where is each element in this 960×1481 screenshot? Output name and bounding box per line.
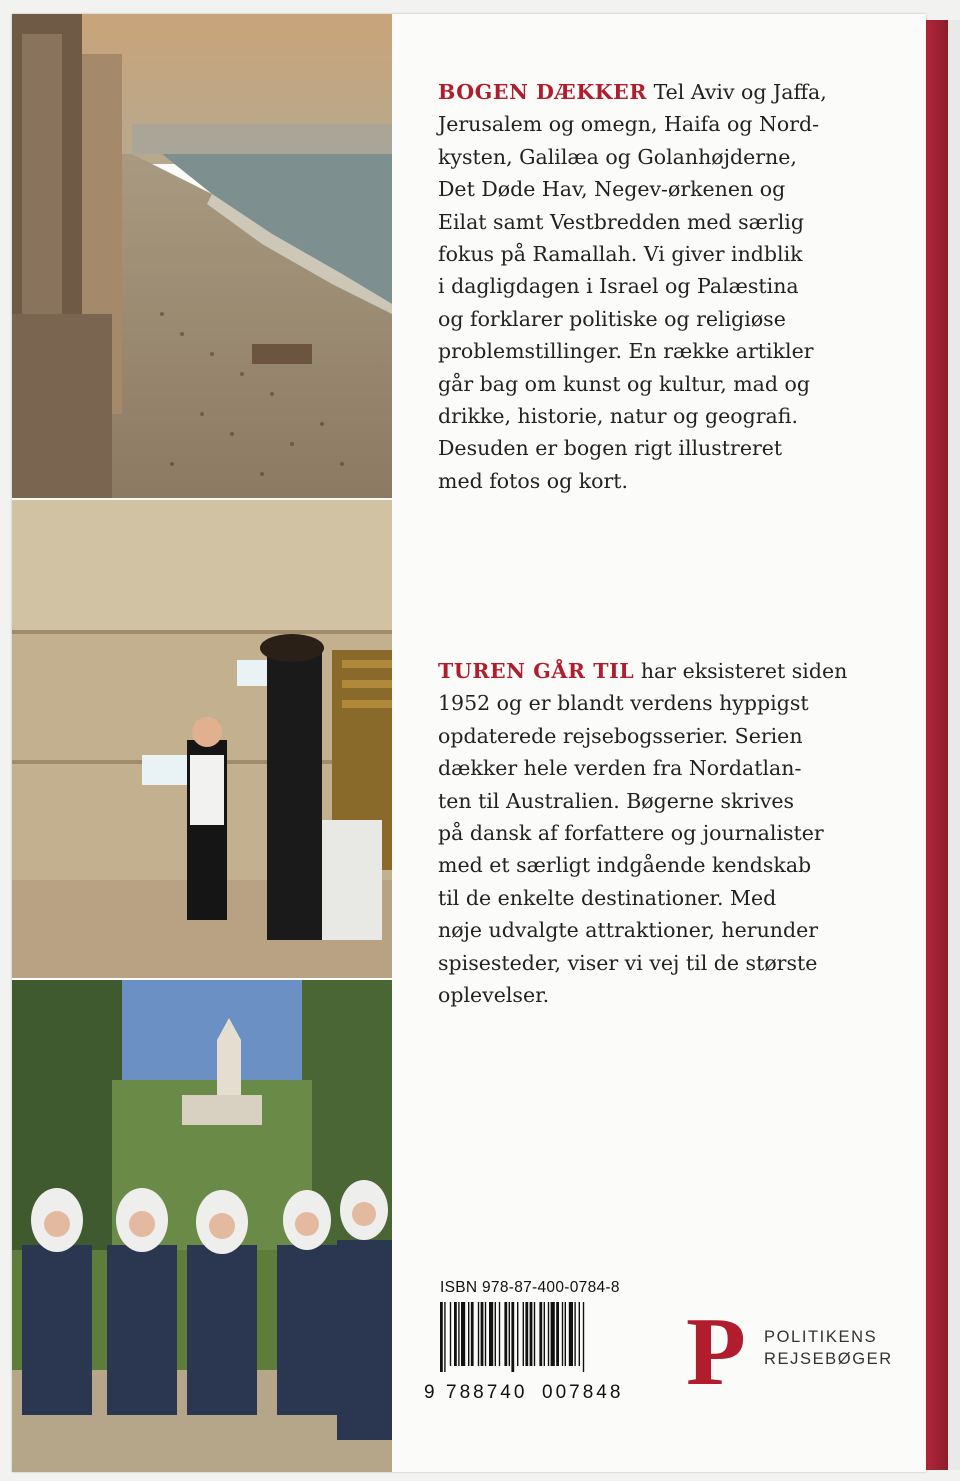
barcode-bar: [539, 1302, 542, 1366]
barcode-bar: [509, 1302, 510, 1366]
barcode-digit-first: 9: [424, 1382, 435, 1403]
barcode-bar: [530, 1302, 533, 1366]
barcode-bar: [471, 1302, 474, 1366]
publisher-logo-icon: P: [686, 1298, 746, 1406]
barcode-bar: [583, 1302, 584, 1372]
photo-tel-aviv-beach: [12, 14, 392, 498]
barcode-bar: [534, 1302, 535, 1366]
barcode-bar: [485, 1302, 486, 1366]
barcode-bar: [478, 1302, 479, 1366]
barcode-digits-right: 007848: [542, 1382, 624, 1403]
text-line: dækker hele verden fra Nordatlan-: [438, 756, 802, 781]
barcode-bar: [440, 1302, 443, 1372]
barcode-bar: [523, 1302, 524, 1366]
text-line: går bag om kunst og kultur, mad og: [438, 371, 810, 396]
barcode-bar: [461, 1302, 465, 1366]
text-line: 1952 og er blandt verdens hyppigst: [438, 691, 809, 716]
barcode-bar: [499, 1302, 500, 1366]
book-spine-edge: [926, 20, 948, 1470]
barcode-digits: [424, 1382, 644, 1408]
barcode-bar: [495, 1302, 496, 1366]
text-line: Jerusalem og omegn, Haifa og Nord-: [438, 112, 820, 137]
text-line: drikke, historie, natur og geografi.: [438, 404, 798, 429]
barcode-bar: [481, 1302, 484, 1366]
text-line: Tel Aviv og Jaffa,: [647, 80, 827, 104]
text-line: i dagligdagen i Israel og Palæstina: [438, 274, 799, 299]
text-line: nøje udvalgte attraktioner, herunder: [438, 918, 819, 943]
barcode-bar: [511, 1302, 514, 1372]
barcode-bar: [551, 1302, 555, 1366]
text-line: på dansk af forfattere og journalister: [438, 821, 824, 846]
barcode-bar: [548, 1302, 549, 1366]
publisher-name: [764, 1326, 893, 1370]
text-line: Eilat samt Vestbredden med særlig: [438, 209, 804, 234]
barcode-bar: [565, 1302, 566, 1366]
barcode-bar: [525, 1302, 528, 1366]
barcode-bar: [579, 1302, 580, 1366]
barcode-bar: [454, 1302, 457, 1366]
barcode-bar: [450, 1302, 451, 1366]
description-paragraph: [438, 76, 900, 497]
lead-heading: TUREN GÅR TIL: [438, 659, 635, 683]
text-line: oplevelser.: [438, 983, 550, 1008]
text-line: opdaterede rejsebogsserier. Serien: [438, 723, 803, 748]
barcode-bar: [504, 1302, 507, 1366]
text-line: med et særligt indgående kendskab: [438, 853, 812, 878]
barcode-digits-left: 788740: [446, 1382, 528, 1403]
text-line: problemstillinger. En række artikler: [438, 339, 814, 364]
photo-girls-and-church: [12, 980, 392, 1472]
background: [948, 20, 960, 1470]
publisher-name-line: POLITIKENS: [764, 1328, 878, 1346]
barcode-bar: [444, 1302, 445, 1372]
barcode-bar: [517, 1302, 518, 1366]
isbn-label: ISBN 978-87-400-0784-8: [440, 1279, 620, 1296]
barcode-bar: [458, 1302, 459, 1366]
text-line: og forklarer politiske og religiøse: [438, 306, 786, 331]
barcode-bar: [468, 1302, 469, 1366]
barcode-bar: [574, 1302, 575, 1366]
text-line: ten til Australien. Bøgerne skrives: [438, 788, 795, 813]
barcode: [438, 1302, 638, 1372]
barcode-bar: [489, 1302, 493, 1366]
barcode-bar: [562, 1302, 563, 1366]
publisher-name-line: REJSEBØGER: [764, 1350, 893, 1368]
series-paragraph: [438, 655, 900, 1011]
barcode-bar: [569, 1302, 573, 1366]
text-line: kysten, Galilæa og Golanhøjderne,: [438, 144, 797, 169]
photo-western-wall: [12, 500, 392, 978]
text-line: har eksisteret siden: [634, 659, 848, 683]
photo-column: [12, 14, 392, 1472]
text-line: Det Døde Hav, Negev-ørkenen og: [438, 177, 786, 202]
text-line: Desuden er bogen rigt illustreret: [438, 436, 783, 461]
text-line: spisesteder, viser vi vej til de største: [438, 950, 818, 975]
barcode-bar: [556, 1302, 559, 1366]
text-line: fokus på Ramallah. Vi giver indblik: [438, 242, 803, 267]
text-line: med fotos og kort.: [438, 468, 629, 493]
barcode-bar: [544, 1302, 545, 1366]
text-line: til de enkelte destinationer. Med: [438, 885, 777, 910]
lead-heading: BOGEN DÆKKER: [438, 80, 648, 104]
